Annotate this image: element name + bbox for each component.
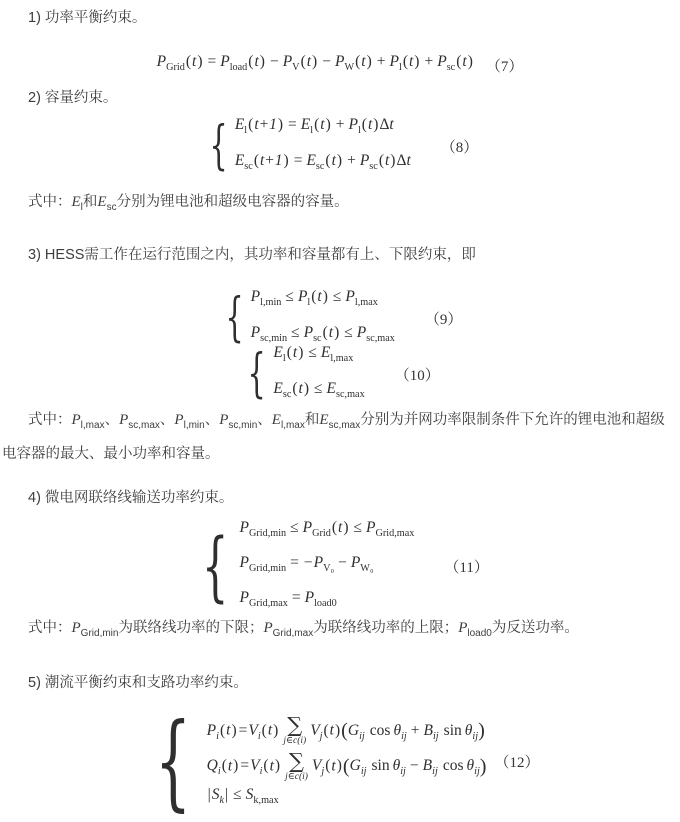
left-brace: {: [225, 288, 244, 348]
equation-10-lines: [273, 341, 364, 406]
note-after-equation-10: 式中：$P_{l,max}$、$P_{sc,max}$、$P_{l,min}$、$P_{sc,min}$、$E_{l,max}$和$E_{sc,max}$分别为并网功率限制条件下允许的锂电池和超级电容器的最大、最小功率和容量。: [2, 412, 665, 462]
equation-12-number: （12）: [494, 754, 540, 771]
left-brace: {: [155, 700, 192, 822]
equation-10-number: （10）: [394, 367, 440, 384]
equation-12-line-2: $Q_i(t) =V_i(t)$ ∑ j∈c(i) $V_j(t)(G_{ij}$ $\sin \theta_{ij} - B_{ij}$ $\cos \theta_{ij}$): [206, 748, 487, 782]
section-4-heading: 4) 微电网联络线输送功率约束。: [28, 490, 234, 506]
section-1-heading: 1) 功率平衡约束。: [28, 10, 147, 26]
equation-7-number: （7）: [485, 58, 524, 75]
equation-10-line-2: $E_{sc}(t) \le E_{sc,max}$: [273, 379, 365, 400]
equation-7-line: $P_{Grid}(t) = P_{load}(t) - P_V(t) - P_W(t) + P_l(t) + P_{sc}(t)$: [156, 52, 473, 74]
equation-9-number: （9）: [424, 311, 463, 328]
equation-11-line-1: $P_{Grid,min} \le P_{Grid}(t) \le P_{Grid,max}$: [239, 518, 415, 539]
equation-11-line-3: $P_{Grid,max} = P_{load0}$: [239, 589, 337, 610]
equation-9-line-1: $P_{l,min} \le P_l(t) \le P_{l,max}$: [250, 288, 378, 309]
note-after-equation-11: 式中：$P_{Grid,min}$为联络线功率的下限；$P_{Grid,max}$为联络线功率的上限；$P_{load0}$为反送功率。: [28, 620, 579, 639]
left-brace: {: [247, 344, 266, 404]
equation-9: [0, 288, 680, 348]
section-3-heading: 3) HESS需工作在运行范围之内，其功率和容量都有上、下限约束，即: [28, 247, 476, 263]
equation-11: [0, 518, 680, 610]
equation-10: [0, 344, 680, 404]
section-5-heading: 5) 潮流平衡约束和支路功率约束。: [28, 675, 248, 691]
equation-8-lines: [235, 113, 411, 178]
left-brace: {: [209, 116, 228, 176]
equation-9-line-2: $P_{sc,min} \le P_{sc}(t) \le P_{sc,max}$: [250, 323, 395, 344]
equation-12-lines: [207, 714, 487, 807]
left-brace: {: [202, 521, 229, 610]
equation-8: [0, 118, 680, 174]
equation-12-line-1: $P_i(t) =V_i(t)$ ∑ j∈c(i) $V_j(t)(G_{ij}$ $\cos \theta_{ij} + B_{ij}$ $\sin \theta_{ij}$): [206, 713, 485, 747]
equation-11-number: （11）: [444, 559, 489, 576]
equation-8-line-2: $E_{sc}(t+1) = E_{sc}(t) + P_{sc}(t)\Delta t$: [234, 151, 411, 172]
equation-11-line-2: $P_{Grid,min} = -P_{V_0} - P_{W_0}$: [239, 553, 374, 575]
equation-12-line-3: $|S_k| \le S_{k,max}$: [207, 786, 279, 807]
equation-8-number: （8）: [440, 139, 479, 156]
section-2-heading: 2) 容量约束。: [28, 90, 118, 106]
equation-10-line-1: $E_l(t) \le E_{l,max}$: [273, 344, 354, 365]
equation-12: [0, 700, 680, 822]
note-after-equation-8: 式中：$E_l$和$E_{sc}$分别为锂电池和超级电容器的容量。: [28, 194, 349, 213]
equation-8-line-1: $E_l(t+1) = E_l(t) + P_l(t)\Delta t$: [234, 116, 394, 137]
equation-7: [0, 50, 680, 80]
equation-11-lines: [240, 516, 415, 616]
